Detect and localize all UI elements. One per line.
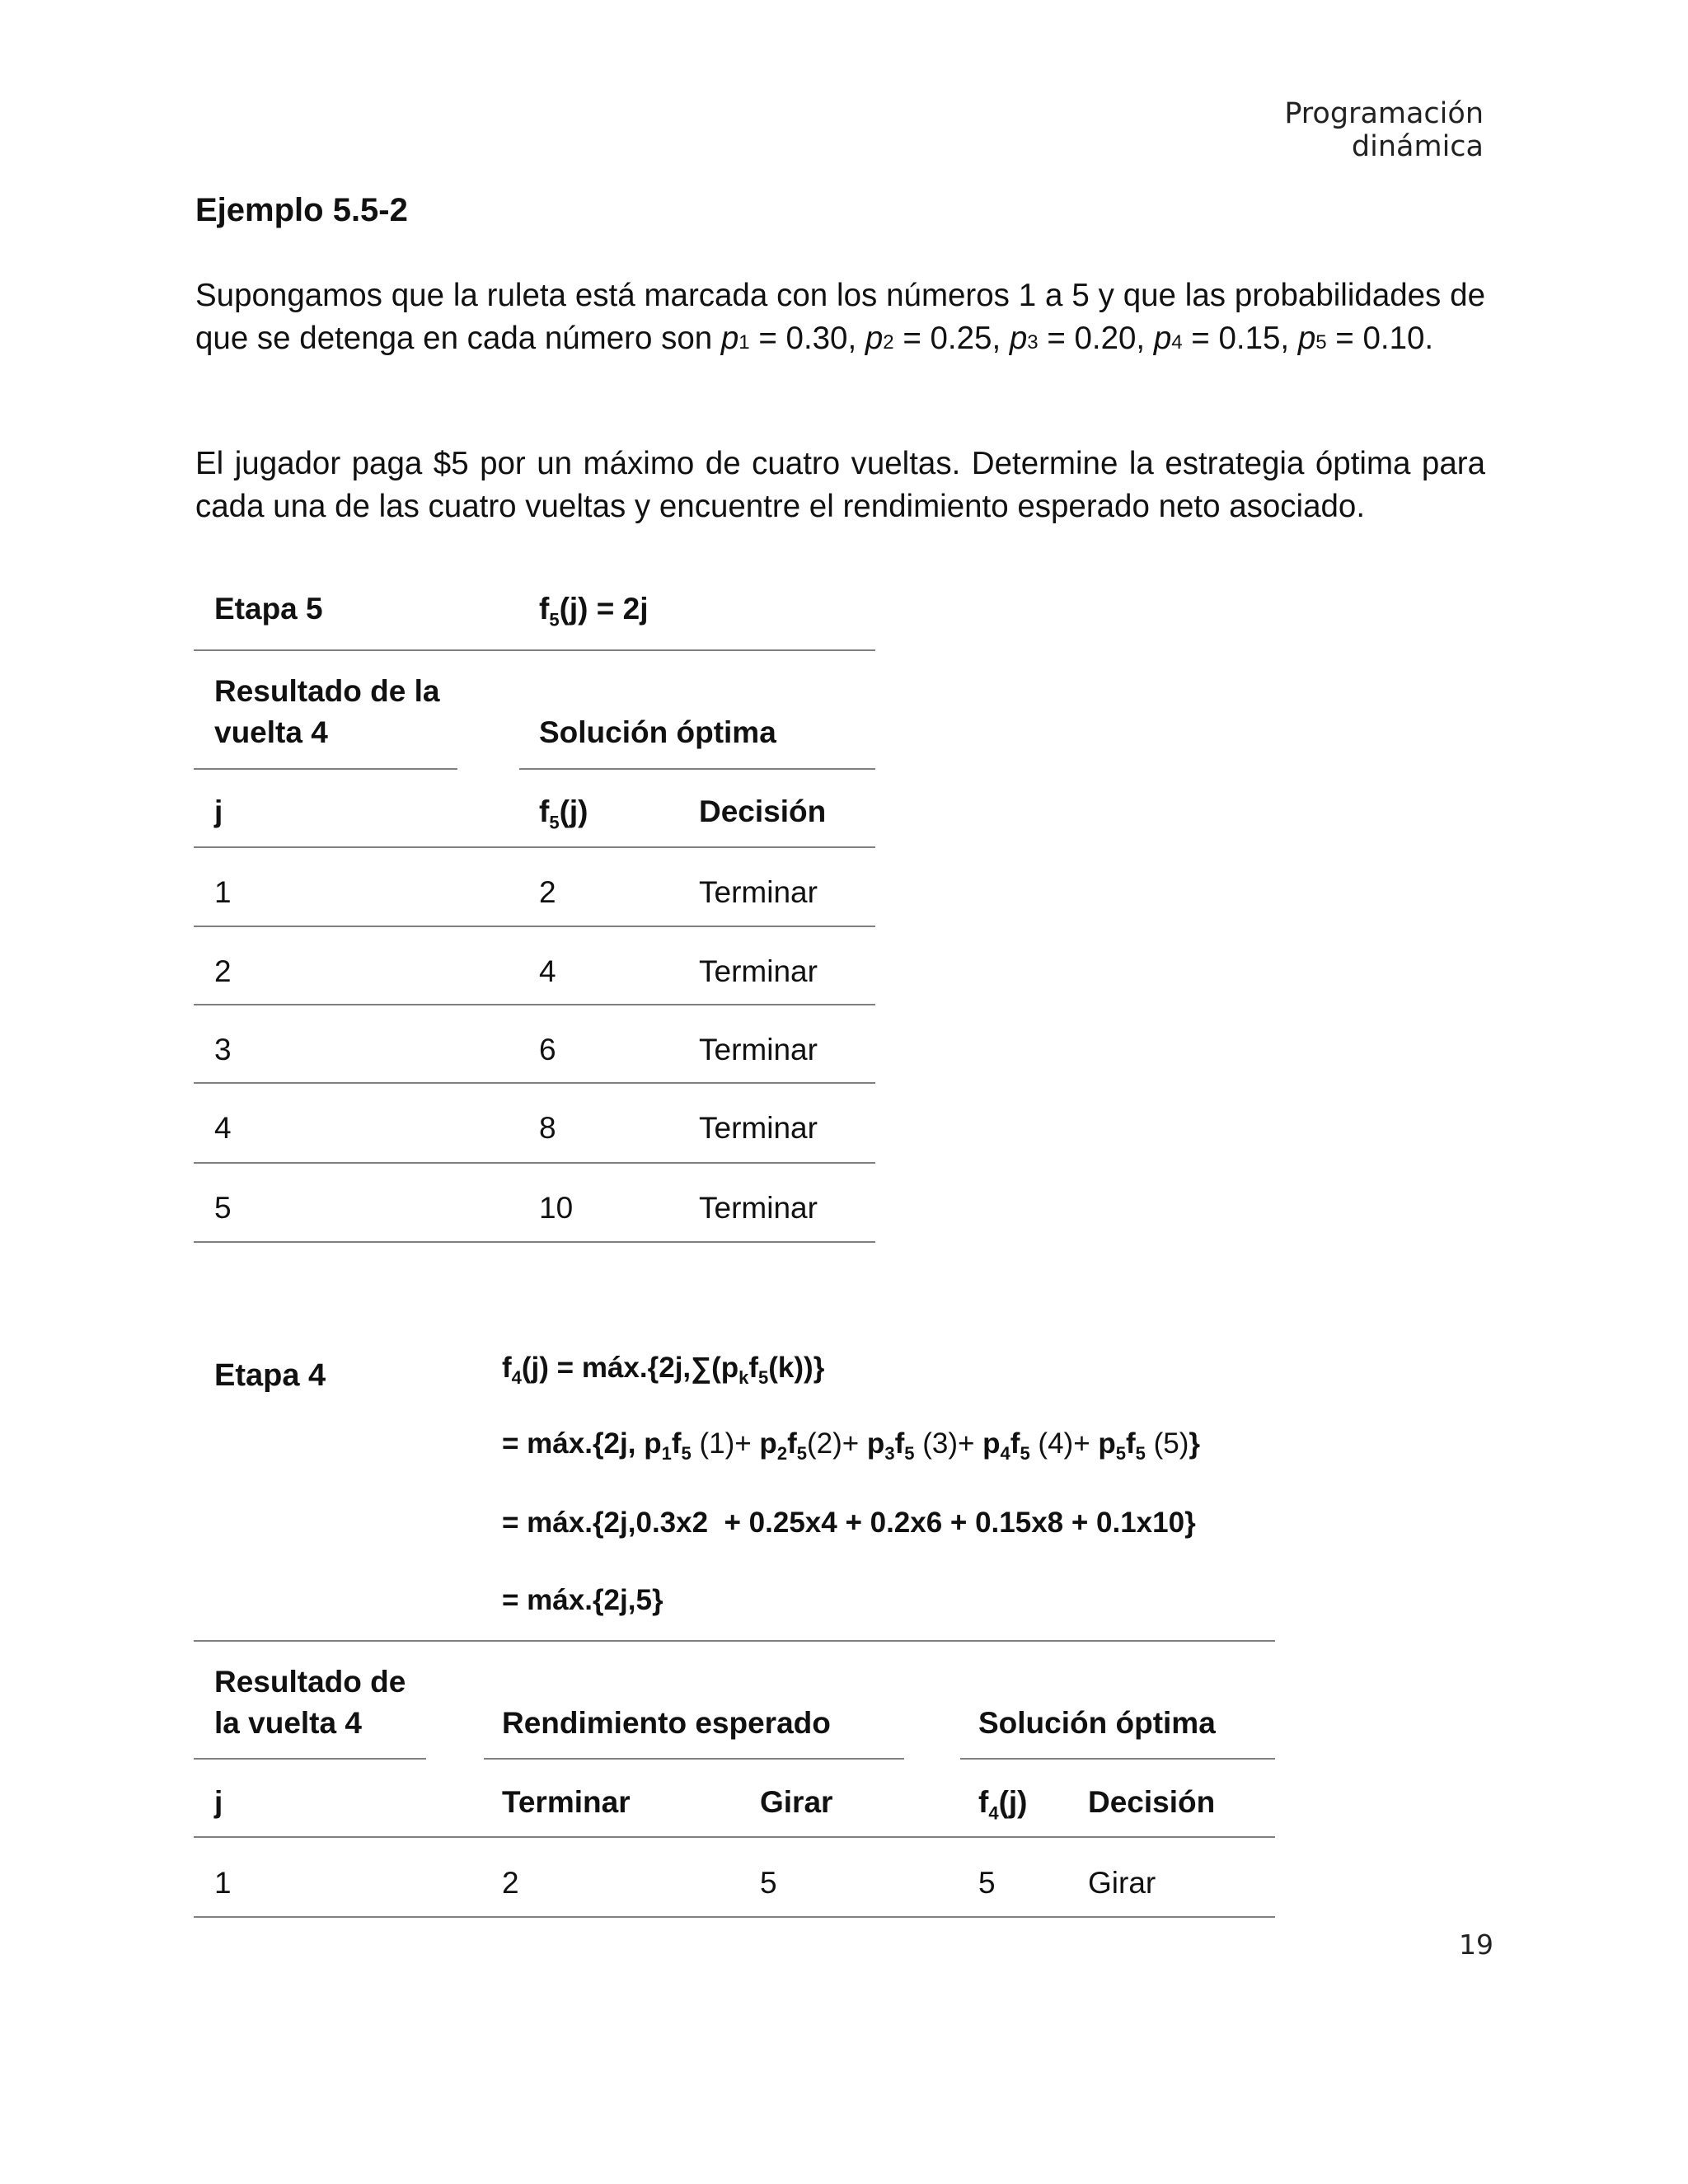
table-cell-f: 4 [539,954,556,988]
stage5-col-result-line2: vuelta 4 [214,715,328,749]
eq1-part: (k))} [768,1352,825,1384]
eq2-p-index: 3 [884,1443,895,1464]
prob-symbol: p [720,321,739,356]
eq2-p: p [1098,1427,1116,1460]
stage5-formula-f: f [539,592,550,626]
prob-symbol: p [1153,321,1172,356]
eq2-p-index: 2 [776,1443,788,1464]
stage5-col-optimal: Solución óptima [539,715,776,749]
eq1-index: k [738,1367,749,1388]
eq2-p: p [866,1427,885,1460]
stage4-col-result-line1: Resultado de [214,1665,406,1699]
divider [194,1836,1275,1838]
eq2-f: f [671,1427,682,1460]
stage4-sub-f [978,1785,1028,1824]
eq1-index: 5 [758,1367,769,1388]
prob-index: 5 [1315,331,1327,354]
table-cell-decision: Terminar [699,1111,818,1145]
divider [194,1640,1275,1642]
table-cell-f: 8 [539,1111,556,1145]
stage5-sub-j: j [214,794,223,828]
stage5-formula [539,592,649,630]
eq2-p: p [759,1427,777,1460]
prob-value: = 0.25, [893,321,1010,356]
table-cell-spin: 5 [760,1866,777,1900]
divider [194,1241,875,1243]
table-cell-f: 2 [539,875,556,909]
stage4-col-expected: Rendimiento esperado [502,1706,831,1740]
eq2-f-index: 5 [1020,1443,1030,1464]
eq2-f-index: 5 [796,1443,807,1464]
prob-value: = 0.15, [1182,321,1298,356]
eq2-p-index: 1 [661,1443,672,1464]
divider [194,649,875,651]
stage4-sub-f-rest: (j) [998,1785,1028,1819]
stage4-sub-f-symbol: f [978,1785,989,1819]
prob-index: 2 [883,331,894,354]
prob-value: = 0.30, [749,321,865,356]
stage4-sub-terminate: Terminar [502,1785,631,1819]
stage4-col-optimal: Solución óptima [978,1706,1216,1740]
eq2-p-index: 5 [1115,1443,1126,1464]
page-number: 19 [1459,1929,1493,1961]
prob-index: 4 [1171,331,1183,354]
stage5-sub-f-index: 5 [549,812,560,833]
eq1-part: f [748,1352,759,1384]
stage4-equation-3: = máx.{2j,0.3x2 + 0.25x4 + 0.2x6 + 0.15x8 + 0.1x10} [502,1507,1196,1539]
stage4-equation-4: = máx.{2j,5} [502,1584,663,1616]
table-cell-decision: Terminar [699,1033,818,1066]
eq1-part: (j) = máx.{2j,∑(p [521,1352,739,1384]
eq2-arg: (3)+ [914,1427,983,1460]
task-statement: El jugador paga $5 por un máximo de cuatro vueltas. Determine la estrategia óptima para cada una de las cuatro vueltas y encuentre el rendimiento esperado neto asociado. [195,446,1485,524]
divider [194,1004,875,1005]
table-cell-decision: Girar [1088,1866,1156,1900]
stage4-sub-spin: Girar [760,1785,833,1819]
eq2-f-index: 5 [904,1443,915,1464]
prob-index: 3 [1027,331,1039,354]
eq2-arg: (4)+ [1029,1427,1099,1460]
prob-symbol: p [1009,321,1028,356]
eq2-arg: (5) [1145,1427,1189,1460]
table-cell-j: 1 [214,1866,232,1900]
divider [194,1758,426,1760]
eq2-f: f [1126,1427,1136,1460]
stage5-formula-rest: (j) = 2j [559,592,649,626]
stage4-label: Etapa 4 [214,1358,326,1393]
eq2-p-index: 4 [1000,1443,1010,1464]
stage5-label: Etapa 5 [214,592,323,626]
table-cell-f: 6 [539,1033,556,1066]
eq2-close: } [1189,1427,1201,1460]
stage5-sub-f-symbol: f [539,794,550,828]
divider [484,1758,904,1760]
table-cell-j: 4 [214,1111,232,1145]
running-header: Programación dinámica [1284,97,1484,163]
prob-index: 1 [738,331,750,354]
eq2-f-index: 5 [1135,1443,1146,1464]
eq1-index: 4 [511,1367,522,1388]
table-cell-f: 10 [539,1191,574,1225]
eq2-f: f [1010,1427,1020,1460]
problem-statement [195,274,1485,364]
eq2-arg: (1)+ [691,1427,760,1460]
table-cell-decision: Terminar [699,875,818,909]
prob-symbol: p [1297,321,1316,356]
divider [194,846,875,848]
example-title: Ejemplo 5.5-2 [195,192,408,228]
table-cell-j: 1 [214,875,232,909]
divider [194,1162,875,1164]
eq1-part: f [502,1352,512,1384]
divider [519,768,875,770]
table-cell-j: 3 [214,1033,232,1066]
table-cell-decision: Terminar [699,1191,818,1225]
eq2-f-index: 5 [681,1443,692,1464]
divider [194,1082,875,1084]
divider [194,926,875,927]
divider [960,1758,1275,1760]
table-cell-terminate: 2 [502,1866,519,1900]
stage5-sub-f [539,794,588,833]
statement-lead: Supongamos que la ruleta está marcada con los números 1 a 5 y que las probabilidades de que se detenga en cada número son [195,278,1485,356]
divider [194,1916,1275,1918]
stage5-sub-f-rest: (j) [559,794,588,828]
stage4-equation-1 [502,1352,824,1389]
divider [194,768,457,770]
prob-value: = 0.20, [1038,321,1154,356]
stage5-sub-decision: Decisión [699,794,827,828]
eq2-p: p [982,1427,1001,1460]
eq2-arg: (2)+ [806,1427,867,1460]
stage5-formula-index: 5 [549,609,560,630]
eq2-p: p [644,1427,662,1460]
prob-symbol: p [865,321,884,356]
stage4-sub-f-index: 4 [988,1802,999,1824]
stage4-sub-j: j [214,1785,223,1819]
table-cell-f: 5 [978,1866,996,1900]
eq2-f: f [787,1427,797,1460]
table-cell-j: 5 [214,1191,232,1225]
eq2-f: f [894,1427,905,1460]
table-cell-j: 2 [214,954,232,988]
stage4-sub-decision: Decisión [1088,1785,1216,1819]
stage4-equation-2 [502,1427,1200,1465]
eq2-lead: = máx.{2j, [502,1427,645,1460]
stage5-col-result-line1: Resultado de la [214,674,440,708]
table-cell-decision: Terminar [699,954,818,988]
stage4-col-result-line2: la vuelta 4 [214,1706,362,1740]
prob-value: = 0.10. [1326,321,1434,356]
